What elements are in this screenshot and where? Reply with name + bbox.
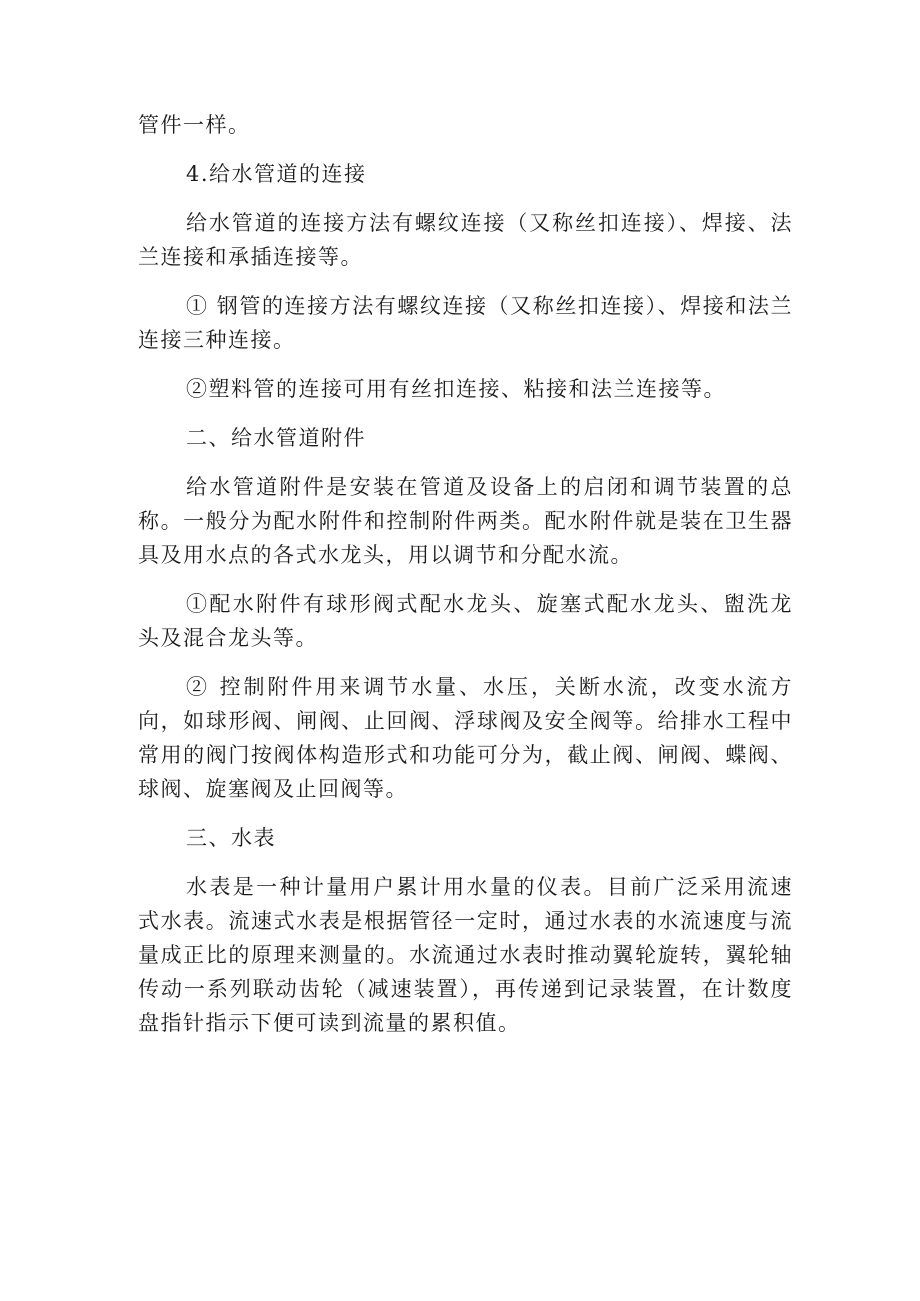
heading-pipe-fittings: 二、给水管道附件 (186, 426, 366, 450)
heading-water-pipe-connection: 4.给水管道的连接 (186, 162, 367, 186)
paragraph-fittings-definition: 给水管道附件是安装在管道及设备上的启闭和调节装置的总称。一般分为配水附件和控制附件两类。配水附件就是装在卫生器具及用水点的各式水龙头，用以调节和分配水流。 (138, 475, 793, 567)
paragraph-water-fittings: ①配水附件有球形阀式配水龙头、旋塞式配水龙头、盥洗龙头及混合龙头等。 (138, 592, 793, 650)
paragraph-plastic-pipe: ②塑料管的连接可用有丝扣连接、粘接和法兰连接等。 (186, 377, 726, 401)
paragraph-steel-pipe: ① 钢管的连接方法有螺纹连接（又称丝扣连接）、焊接和法兰连接三种连接。 (138, 294, 793, 352)
heading-water-meter: 三、水表 (186, 826, 276, 850)
paragraph-water-meter: 水表是一种计量用户累计用水量的仪表。目前广泛采用流速式水表。流速式水表是根据管径一定时，通过水表的水流速度与流量成正比的原理来测量的。水流通过水表时推动翼轮旋转，翼轮轴传动一系列联动齿轮（减速装置），再传递到记录装置，在计数度盘指针指示下便可读到流量的累积值。 (138, 875, 793, 1035)
paragraph-connection-methods: 给水管道的连接方法有螺纹连接（又称丝扣连接）、焊接、法兰连接和承插连接等。 (138, 211, 793, 269)
paragraph-continuation: 管件一样。 (138, 113, 251, 137)
paragraph-control-fittings: ② 控制附件用来调节水量、水压，关断水流，改变水流方向，如球形阀、闸阀、止回阀、浮球阀及安全阀等。给排水工程中常用的阀门按阀体构造形式和功能可分为，截止阀、闸阀、蝶阀、球阀、旋塞阀及止回阀等。 (138, 675, 793, 801)
body-text (138, 108, 793, 1055)
